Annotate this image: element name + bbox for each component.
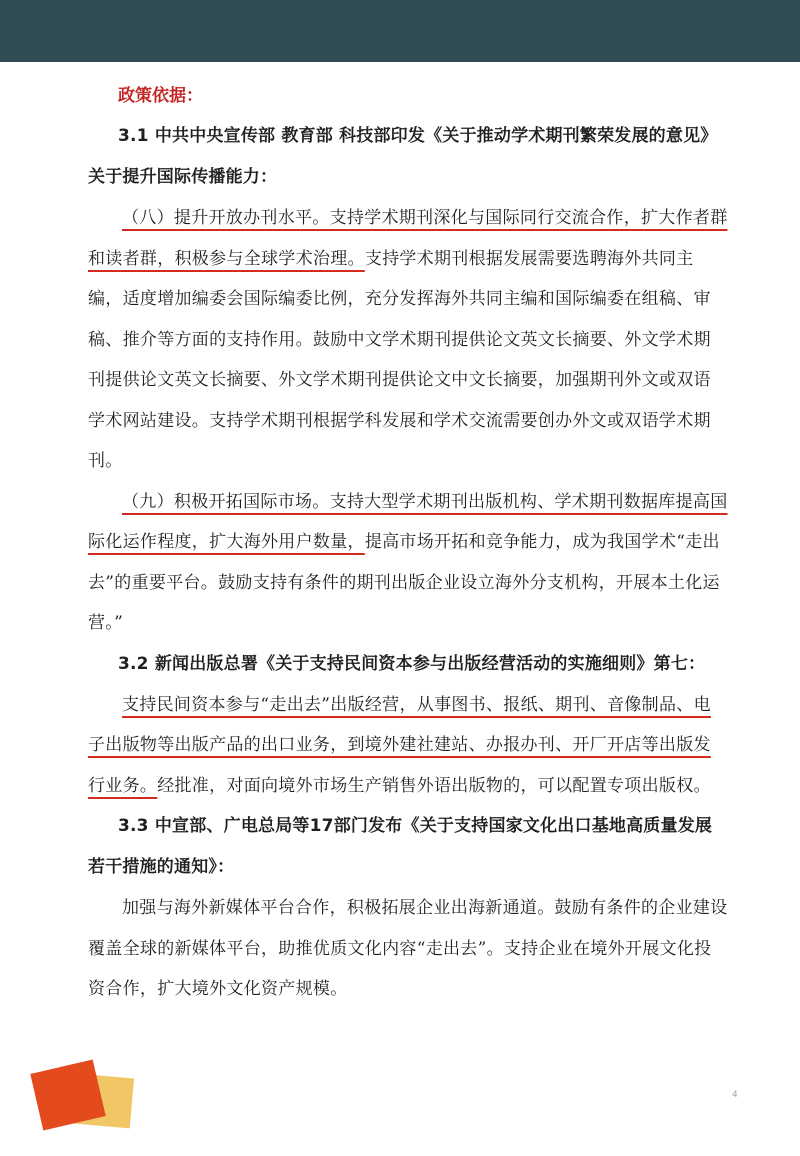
section-3-3-title: 3.3 中宣部、广电总局等17部门发布《关于支持国家文化出口基地高质量发展若干措施的通知》： [88, 816, 713, 877]
policy-basis-heading: 政策依据： [118, 86, 203, 106]
section-3-2-paragraph [88, 685, 728, 807]
page-number: 4 [732, 1090, 738, 1100]
header-band [0, 0, 800, 62]
paragraph-text: 支持学术期刊根据发展需要选聘海外共同主编，适度增加编委会国际编委比例，充分发挥海外共同主编和国际编委在组稿、审稿、推介等方面的支持作用。鼓励中文学术期刊提供论文英文长摘要、外文学术期刊提供论文英文长摘要、外文学术期刊提供论文中文长摘要，加强期刊外文或双语学术网站建设。支持学术期刊根据学科发展和学术交流需要创办外文或双语学术期刊。 [88, 248, 711, 471]
underlined-text: （九）积极开拓国际市场。支持大型学术期刊出版机构、学术期刊数据库提高国际化运作程度，扩大海外用户数量， [88, 491, 728, 552]
underlined-text: 支持民间资本参与“走出去”出版经营，从事图书、报纸、期刊、音像制品、电子出版物等出版产品的出口业务，到境外建社建站、办报办刊、开厂开店等出版发行业务。 [88, 694, 711, 796]
section-3-3-paragraph: 加强与海外新媒体平台合作，积极拓展企业出海新通道。鼓励有条件的企业建设覆盖全球的新媒体平台，助推优质文化内容“走出去”。支持企业在境外开展文化投资合作，扩大境外文化资产规模。 [88, 898, 728, 999]
section-3-1-title: 3.1 中共中央宣传部 教育部 科技部印发《关于推动学术期刊繁荣发展的意见》关于提升国际传播能力： [88, 126, 718, 187]
section-3-1-paragraph-9 [88, 482, 728, 644]
paragraph-text: 经批准，对面向境外市场生产销售外语出版物的，可以配置专项出版权。 [157, 775, 711, 796]
paragraph-text: 提高市场开拓和竞争能力，成为我国学术“走出去”的重要平台。鼓励支持有条件的期刊出版企业设立海外分支机构，开展本土化运营。” [88, 532, 720, 633]
underlined-text: （八）提升开放办刊水平。支持学术期刊深化与国际同行交流合作，扩大作者群和读者群，积极参与全球学术治理。 [88, 208, 728, 269]
section-3-2-title: 3.2 新闻出版总署《关于支持民间资本参与出版经营活动的实施细则》第七： [118, 653, 706, 674]
section-3-1-paragraph-8 [88, 198, 728, 482]
document-body [88, 76, 728, 1010]
